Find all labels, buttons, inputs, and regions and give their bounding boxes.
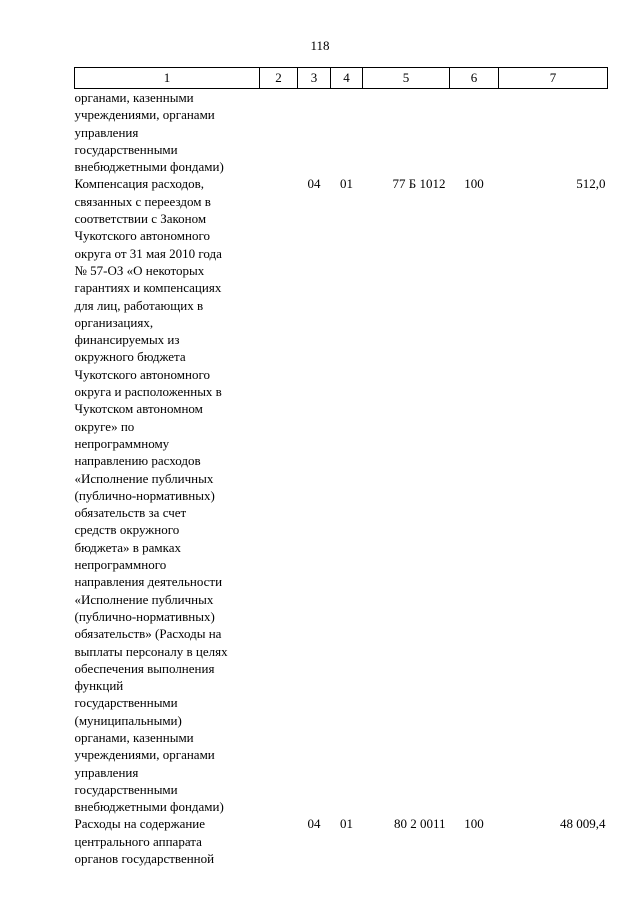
description-line: Чукотском автономном	[74, 401, 203, 417]
budget-table	[74, 67, 608, 867]
description-line: округа и расположенных в	[74, 384, 222, 400]
row-description	[75, 175, 260, 815]
column-header-6: 6	[450, 68, 499, 89]
description-line: органами, казенными	[74, 90, 194, 105]
description-line: средств окружного	[74, 522, 180, 538]
description-line: «Исполнение публичных	[74, 470, 214, 486]
column-header-3: 3	[298, 68, 331, 89]
subsection-code: 01	[340, 816, 353, 832]
expense-type-code: 100	[464, 816, 484, 832]
description-line: Чукотского автономного	[74, 228, 210, 244]
section-code: 04	[307, 816, 321, 832]
section-code	[298, 89, 331, 176]
code-column-2	[260, 175, 298, 815]
description-line: бюджета» в рамках	[74, 539, 181, 555]
description-line: обязательств за счет	[74, 505, 187, 521]
section-code: 04	[307, 176, 321, 192]
description-line: функций	[74, 678, 124, 694]
description-line: учреждениями, органами	[74, 107, 215, 123]
amount-value: 48 009,4	[560, 816, 606, 832]
target-article-code	[363, 89, 450, 176]
column-header-2: 2	[260, 68, 298, 89]
page-number: 118	[310, 38, 330, 53]
description-line: учреждениями, органами	[74, 747, 215, 763]
description-line: округа от 31 мая 2010 года	[74, 245, 222, 261]
description-line: управления	[74, 764, 139, 780]
column-header-7: 7	[499, 68, 608, 89]
description-line: внебюджетными фондами)	[74, 799, 224, 815]
description-line: организациях,	[74, 314, 154, 330]
description-line: соответствии с Законом	[74, 211, 207, 227]
description-line: направлению расходов	[74, 453, 201, 469]
description-line: обязательств» (Расходы на	[74, 626, 222, 642]
table-row	[75, 815, 608, 867]
description-line: № 57-ОЗ «О некоторых	[74, 262, 205, 278]
row-description	[75, 815, 260, 867]
description-line: (муниципальными)	[74, 712, 182, 728]
description-line: государственными	[74, 695, 178, 711]
column-header-5: 5	[363, 68, 450, 89]
description-line: управления	[74, 124, 139, 140]
description-line: государственными	[74, 141, 178, 157]
expense-type-code: 100	[464, 176, 484, 192]
table-body	[75, 89, 608, 868]
description-line: округе» по	[74, 418, 135, 434]
row-description	[75, 89, 260, 176]
subsection-code: 01	[340, 176, 353, 192]
description-line: органов государственной	[74, 851, 215, 867]
description-line: финансируемых из	[74, 332, 180, 348]
column-header-4: 4	[331, 68, 363, 89]
table-row	[75, 175, 608, 815]
description-line: (публично-нормативных)	[74, 487, 215, 503]
description-line: Чукотского автономного	[74, 366, 210, 382]
description-line: окружного бюджета	[74, 349, 186, 365]
description-line: Расходы на содержание	[74, 816, 206, 832]
description-line: внебюджетными фондами)	[74, 159, 224, 175]
code-column-2	[260, 89, 298, 176]
description-line: органами, казенными	[74, 729, 194, 745]
description-line: непрограммному	[74, 435, 170, 451]
amount-value	[499, 89, 608, 176]
header-row	[75, 68, 608, 89]
description-line: непрограммного	[74, 557, 167, 573]
target-article-code: 80 2 0011	[393, 816, 446, 832]
description-line: гарантиях и компенсациях	[74, 280, 222, 296]
subsection-code	[331, 89, 363, 176]
description-line: центрального аппарата	[74, 833, 202, 849]
code-column-2	[260, 815, 298, 867]
description-line: «Исполнение публичных	[74, 591, 214, 607]
column-header-1: 1	[75, 68, 260, 89]
description-line: обеспечения выполнения	[74, 660, 215, 676]
description-line: для лиц, работающих в	[74, 297, 204, 313]
description-line: государственными	[74, 781, 178, 797]
description-line: (публично-нормативных)	[74, 608, 215, 624]
target-article-code: 77 Б 1012	[392, 176, 446, 192]
description-line: связанных с переездом в	[74, 193, 211, 209]
table-row	[75, 89, 608, 176]
description-line: направления деятельности	[74, 574, 223, 590]
description-line: Компенсация расходов,	[74, 176, 205, 192]
expense-type-code	[450, 89, 499, 176]
amount-value: 512,0	[576, 176, 606, 192]
description-line: выплаты персоналу в целях	[74, 643, 228, 659]
